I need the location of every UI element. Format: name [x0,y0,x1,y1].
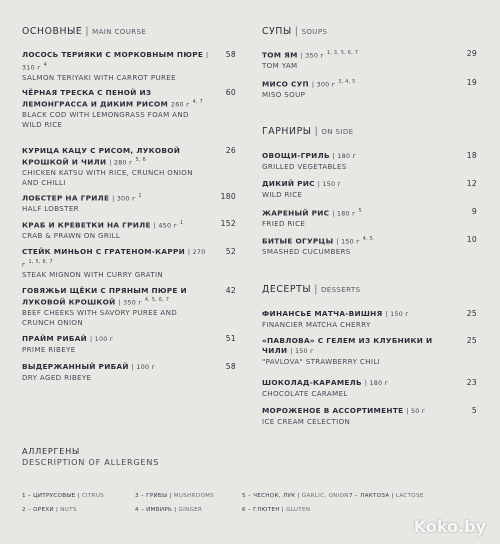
dish-title: ТОМ ЯМ [262,50,298,60]
dish-title: МОРОЖЕНОЕ В АССОРТИМЕНТЕ [262,406,404,415]
dish-name-ru [262,336,477,357]
dish-name-en: "PAVLOVA" STRAWBERRY CHILI [262,357,381,366]
sides-title: ГАРНИРЫ | ON SIDE [262,126,379,137]
dish-name-ru [262,49,477,61]
dish-name-ru [22,50,236,73]
menu-item [22,286,236,328]
dish-weight: | 180 г [332,153,357,160]
dish-title: ЛОСОСЬ ТЕРИЯКИ С МОРКОВНЫМ ПЮРЕ [22,50,204,59]
soups-title: СУПЫ | SOUPS [262,26,353,37]
allergen-legend-item: 2 – ОРЕХИ | NUTS [22,507,77,513]
dish-weight: | 100 г [131,364,156,371]
dish-name-ru [22,286,236,308]
dish-weight: | 350 г [118,299,142,307]
allergens-title-en: DESCRIPTION OF ALLERGENS [22,457,160,467]
allergen-codes: 3, 4, 5 [338,80,356,85]
dish-name-en: FINANCIER MATCHA CHERRY [262,320,371,329]
dish-name-en: DRY AGED RIBEYE [22,373,92,382]
allergen-name-en: GLUTEN [286,507,311,513]
dish-title: ОВОЩИ-ГРИЛЬ [262,151,330,160]
allergen-codes: 5, 6 [135,158,146,163]
menu-item [262,78,477,100]
dish-weight: | 150 г [317,181,342,188]
dish-name-en: PRIME RIBEYE [22,345,76,354]
menu-item [262,49,477,71]
dish-name-ru [262,207,477,219]
dish-title: КУРИЦА КАЦУ С РИСОМ, ЛУКОВОЙ КРОШКОЙ И ЧИЛИ [22,146,181,167]
dish-name-ru [262,151,477,162]
menu-item [22,88,236,130]
allergen-name-en: MUSHROOMS [173,493,215,499]
menu-item [22,50,236,83]
allergen-codes: 1 [138,194,142,199]
allergen-name-en: GARLIC, ONION [301,493,349,499]
dish-name-en: WILD RICE [262,190,303,199]
dish-name-en: BEEF CHEEKS WITH SAVORY PUREE AND CRUNCH ONION [22,308,178,328]
sides-title-ru: ГАРНИРЫ [262,126,312,137]
dish-title: БИТЫЕ ОГУРЦЫ [262,236,334,246]
dish-name-ru [22,219,236,231]
dish-price: 51 [225,334,236,343]
dish-name-en: BLACK COD WITH LEMONGRASS FOAM AND WILD RICE [22,110,189,130]
menu-item [22,219,236,241]
dish-title: ВЫДЕРЖАННЫЙ РИБАЙ [22,362,129,371]
allergen-name-ru: 4 – ИМБИРЬ [135,507,173,513]
allergen-name-en: NUTS [60,507,77,513]
allergen-codes: 5 [358,209,362,214]
dish-name-en: CHICKEN KATSU WITH RICE, CRUNCH ONION AND CHILLI [22,168,193,188]
dish-name-ru [262,179,477,190]
menu-item [262,179,477,200]
dish-weight: | 450 г [153,222,178,230]
dish-weight: | 310 г [22,52,209,72]
main-course-title-ru: ОСНОВНЫЕ [22,26,83,37]
menu-item [262,235,477,257]
dish-price: 18 [466,151,477,160]
allergen-codes: 1, 3, 5, 6, 7 [326,51,359,56]
dish-price: 12 [466,179,477,188]
dish-name-en: MISO SOUP [262,90,306,100]
dish-price: 180 [220,192,236,201]
dish-name-en: CRAB & PRAWN ON GRILL [22,231,121,241]
menu-item [22,192,236,214]
menu-item [262,378,477,399]
dish-price: 58 [225,50,236,59]
dish-title: МИСО СУП [262,79,309,89]
dish-price: 10 [466,235,477,244]
dish-title: ФИНАНСЬЕ МАТЧА-ВИШНЯ [262,309,383,318]
dish-weight: | 300 г [311,81,336,89]
dish-name-en: STEAK MIGNON WITH CURRY GRATIN [22,270,164,280]
dish-name-en: HALF LOBSTER [22,204,79,214]
dish-name-en: TOM YAM [262,61,298,71]
menu-item [22,146,236,188]
menu-item [262,336,477,367]
dish-weight: | 50 г [406,408,426,415]
dish-price: 25 [466,336,477,345]
dish-name-ru [22,247,236,270]
dish-title: ЖАРЕНЫЙ РИС [262,208,330,218]
dish-weight: | 150 г [385,311,409,318]
watermark-logo: Koko.by [413,517,486,536]
dish-name-ru [262,406,477,417]
dish-title: ПРАЙМ РИБАЙ [22,334,88,343]
dish-name-en: SMASHED CUCUMBERS [262,247,351,257]
dish-price: 52 [225,247,236,256]
dish-price: 26 [225,146,236,155]
main-course-title: ОСНОВНЫЕ | MAIN COURSE [22,26,172,37]
dish-price: 29 [466,49,477,58]
dish-weight: | 100 г [89,336,114,343]
dish-price: 42 [225,286,236,295]
allergen-legend-item: 6 – ГЛЮТЕН | GLUTEN [242,507,311,513]
dish-price: 152 [220,219,236,228]
allergen-legend-item: 4 – ИМБИРЬ | GINGER [135,507,203,513]
allergen-name-ru: 3 – ГРИБЫ [135,493,168,499]
dish-title: КРАБ И КРЕВЕТКИ НА ГРИЛЕ [22,220,151,230]
dish-title: «ПАВЛОВА» С ГЕЛЕМ ИЗ КЛУБНИКИ И ЧИЛИ [262,336,433,355]
dish-title: ГОВЯЖЬИ ЩЁКИ С ПРЯНЫМ ПЮРЕ И ЛУКОВОЙ КРОШКОЙ [22,286,187,307]
dish-weight: 260 г [170,101,190,109]
desserts-title: ДЕСЕРТЫ | DESSERTS [262,284,386,295]
menu-item [262,406,477,427]
dish-title: СТЕЙК МИНЬОН С ГРАТЕНОМ-КАРРИ [22,247,186,256]
dish-price: 60 [225,88,236,97]
dish-title: ШОКОЛАД-КАРАМЕЛЬ [262,378,362,387]
dish-price: 58 [225,362,236,371]
soups-title-ru: СУПЫ [262,26,292,37]
dish-title: ЧЁРНАЯ ТРЕСКА С ПЕНОЙ ИЗ ЛЕМОНГРАССА И ДИКИМ РИСОМ [22,88,169,109]
dish-name-en: SALMON TERIYAKI WITH CARROT PUREE [22,73,176,83]
dish-name-ru [22,146,236,168]
dish-price: 5 [471,406,477,415]
main-course-title-en: MAIN COURSE [92,27,147,36]
dish-weight: | 150 г [290,348,314,355]
dish-name-ru [262,309,477,320]
dish-name-ru [22,88,236,110]
dish-weight: | 180 г [332,210,356,218]
dish-price: 25 [466,309,477,318]
allergen-codes: 4, 5, 6, 7 [144,298,170,303]
dish-title: ДИКИЙ РИС [262,179,315,188]
allergen-name-en: GINGER [178,507,203,513]
sides-title-en: ON SIDE [321,127,354,136]
dish-name-ru [22,192,236,204]
allergen-codes: 1 [180,221,184,226]
dish-weight: | 280 г [109,159,133,167]
dish-price: 23 [466,378,477,387]
dish-name-ru [262,235,477,247]
allergen-name-ru: 5 – ЧЕСНОК, ЛУК [242,493,296,499]
desserts-title-ru: ДЕСЕРТЫ [262,284,312,295]
allergens-title-ru: АЛЛЕРГЕНЫ [22,446,80,456]
dish-name-ru [262,378,477,389]
dish-name-en: ICE CREAM CELECTION [262,417,351,426]
allergen-name-ru: 2 – ОРЕХИ [22,507,54,513]
dish-weight: | 270 г [22,249,206,269]
dish-name-ru [262,78,477,90]
allergen-codes: 4 [43,63,48,68]
dish-weight: | 350 г [300,52,325,60]
dish-price: 19 [466,78,477,87]
allergen-legend-item: 1 – ЦИТРУСОВЫЕ | CITRUS [22,493,105,499]
allergen-codes: 4, 5 [362,237,374,242]
allergen-legend-item: 5 – ЧЕСНОК, ЛУК | GARLIC, ONION [242,493,349,499]
menu-item [22,334,236,355]
allergen-legend-item: 3 – ГРИБЫ | MUSHROOMS [135,493,215,499]
dish-name-ru [22,362,236,373]
menu-item [22,247,236,280]
dish-weight: | 300 г [112,195,136,203]
dish-price: 9 [471,207,477,216]
dish-name-en: FRIED RICE [262,219,306,229]
allergen-name-en: CITRUS [81,493,105,499]
menu-item [262,151,477,172]
allergen-codes: 1, 5, 6, 7 [28,260,53,265]
dish-name-en: GRILLED VEGETABLES [262,162,347,171]
dish-name-ru [22,334,236,345]
allergen-codes: 4, 7 [192,100,203,105]
menu-item [262,207,477,229]
dish-weight: | 180 г [364,380,389,387]
allergen-legend-item: 7 – ЛАКТОЗА | LACTOSE [349,493,424,499]
desserts-title-en: DESSERTS [320,285,361,294]
dish-title: ЛОБСТЕР НА ГРИЛЕ [22,193,110,203]
allergens-title [22,446,159,468]
dish-weight: | 150 г [336,238,360,246]
menu-item [262,309,477,330]
allergen-name-ru: 6 – ГЛЮТЕН [242,507,280,513]
allergen-name-ru: 1 – ЦИТРУСОВЫЕ [22,493,76,499]
menu-item [22,362,236,383]
allergen-name-ru: 7 – ЛАКТОЗА [349,493,390,499]
dish-name-en: CHOCOLATE CARAMEL [262,389,348,398]
allergen-name-en: LACTOSE [395,493,424,499]
soups-title-en: SOUPS [301,27,328,36]
